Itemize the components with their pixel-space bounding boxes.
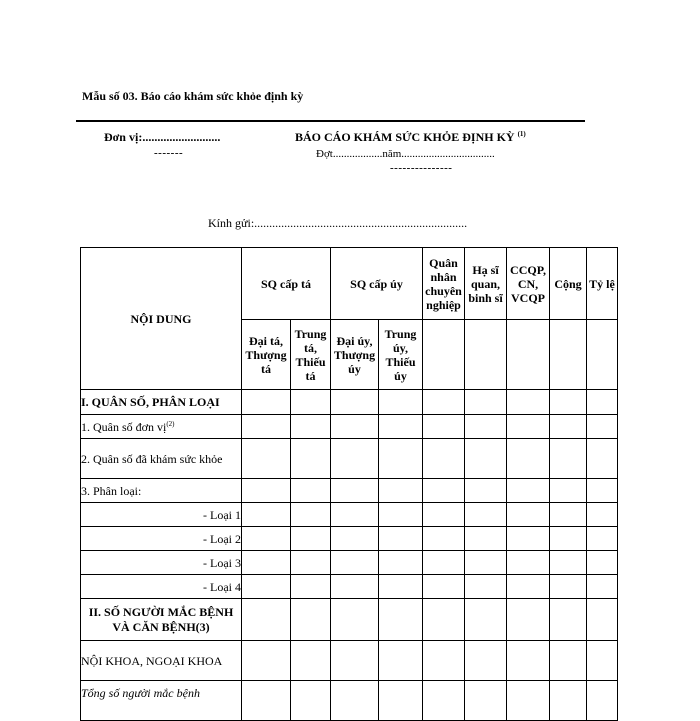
table-cell [423,527,465,551]
table-cell [242,641,291,681]
table-cell [379,575,423,599]
table-cell [423,681,465,721]
row-label-classification: 3. Phân loại: [81,479,242,503]
table-cell [507,479,550,503]
report-title-note: (1) [517,130,526,138]
row-label-examined: 2. Quân số đã khám sức khỏe [81,439,242,479]
table-cell [507,415,550,439]
table-cell [465,527,507,551]
header-content: NỘI DUNG [81,248,242,390]
table-cell [423,503,465,527]
header-divider [76,120,585,122]
table-cell [550,641,587,681]
table-cell [331,503,379,527]
table-row [81,551,618,575]
table-cell [291,681,331,721]
table-cell [587,527,618,551]
table-cell [242,527,291,551]
table-cell [550,479,587,503]
table-cell [587,575,618,599]
table-cell [291,415,331,439]
table-cell [507,439,550,479]
table-cell [550,681,587,721]
table-cell [242,551,291,575]
section-2-title: II. SỐ NGƯỜI MẮC BỆNH VÀ CĂN BỆNH(3) [81,599,242,641]
table-cell [587,641,618,681]
table-cell [291,575,331,599]
table-cell [465,641,507,681]
table-row [81,575,618,599]
table-cell [291,439,331,479]
table-cell [465,320,507,390]
table-cell [587,479,618,503]
period-line: Đợt..................năm.................................. [316,148,495,160]
table-cell [379,551,423,575]
header-sq-cap-uy: SQ cấp úy [331,248,423,320]
table-cell [507,551,550,575]
table-cell [291,390,331,415]
table-cell [550,320,587,390]
table-row [81,479,618,503]
table-cell [507,527,550,551]
header-ratio: Tỷ lệ [587,248,618,320]
header-hsqbs: Hạ sĩ quan, binh sĩ [465,248,507,320]
table-cell [379,390,423,415]
table-cell [507,681,550,721]
table-cell [587,551,618,575]
table-cell [379,439,423,479]
table-cell [550,551,587,575]
table-cell [331,551,379,575]
row-label-type-1: - Loại 1 [81,503,242,527]
table-cell [587,390,618,415]
table-cell [379,479,423,503]
table-cell [465,439,507,479]
table-cell [331,527,379,551]
table-cell [507,320,550,390]
row-label-internal-surgical: NỘI KHOA, NGOẠI KHOA [81,641,242,681]
section-1-title: I. QUÂN SỐ, PHÂN LOẠI [81,390,242,415]
form-code-title: Mẫu số 03. Báo cáo khám sức khỏe định kỳ [82,89,304,103]
table-cell [291,599,331,641]
table-cell [507,599,550,641]
table-row [81,439,618,479]
table-cell [465,415,507,439]
table-cell [550,599,587,641]
row-label-total-patients: Tổng số người mắc bệnh [81,681,242,721]
table-row [81,599,618,641]
table-cell [507,390,550,415]
table-cell [331,439,379,479]
table-cell [423,551,465,575]
table-cell [507,575,550,599]
table-cell [379,503,423,527]
header-trung-ta: Trung tá, Thiếu tá [291,320,331,390]
row-note: (2) [166,419,175,428]
table-cell [291,527,331,551]
unit-dash: ------- [154,147,184,159]
table-cell [242,415,291,439]
table-row [81,503,618,527]
table-cell [331,415,379,439]
report-table [80,247,618,721]
header-qncn: Quân nhân chuyên nghiệp [423,248,465,320]
row-label-type-2: - Loại 2 [81,527,242,551]
table-cell [291,479,331,503]
table-cell [242,599,291,641]
table-cell [242,681,291,721]
table-cell [550,527,587,551]
table-cell [291,503,331,527]
table-cell [379,527,423,551]
table-cell [423,320,465,390]
table-cell [507,503,550,527]
table-cell [423,479,465,503]
header-dai-ta: Đại tá, Thượng tá [242,320,291,390]
report-title [295,130,526,145]
table-cell [550,575,587,599]
row-label-unit-strength: 1. Quân số đơn vị [81,419,167,434]
table-cell [465,575,507,599]
table-row [81,390,618,415]
table-row [81,527,618,551]
table-cell [331,641,379,681]
table-cell [587,503,618,527]
report-title-text: BÁO CÁO KHÁM SỨC KHỎE ĐỊNH KỲ [295,130,515,144]
table-cell [465,503,507,527]
table-cell [379,415,423,439]
unit-label: Đơn vị:.......................... [104,130,221,144]
table-cell [242,503,291,527]
table-cell [423,390,465,415]
table-cell [331,599,379,641]
table-cell [423,439,465,479]
header-ccqp: CCQP, CN, VCQP [507,248,550,320]
table-cell [465,599,507,641]
table-cell [587,320,618,390]
table-cell [423,415,465,439]
header-total: Cộng [550,248,587,320]
table-cell [465,479,507,503]
table-cell [507,641,550,681]
table-cell [587,681,618,721]
table-cell [242,439,291,479]
table-cell [379,641,423,681]
table-cell [465,390,507,415]
table-row [81,681,618,721]
table-cell [291,551,331,575]
table-cell [550,439,587,479]
table-cell [331,390,379,415]
table-cell [587,415,618,439]
table-cell [550,390,587,415]
header-trung-uy: Trung úy, Thiếu úy [379,320,423,390]
header-sq-cap-ta: SQ cấp tá [242,248,331,320]
header-dai-uy: Đại úy, Thượng úy [331,320,379,390]
table-cell [550,503,587,527]
table-cell [331,575,379,599]
row-label-type-4: - Loại 4 [81,575,242,599]
table-cell [587,439,618,479]
table-cell [587,599,618,641]
table-cell [423,575,465,599]
table-row [81,415,618,439]
period-dash: --------------- [390,162,453,174]
table-cell [465,551,507,575]
table-cell [550,415,587,439]
table-cell [242,390,291,415]
addressee-line: Kính gửi:....................................................................... [208,216,468,230]
table-row [81,641,618,681]
table-cell [242,479,291,503]
table-cell [379,681,423,721]
table-cell [291,641,331,681]
table-cell [465,681,507,721]
header-row-1 [81,248,618,320]
table-cell [423,599,465,641]
table-cell [379,599,423,641]
row-label-type-3: - Loại 3 [81,551,242,575]
row-label [81,415,242,439]
table-cell [331,681,379,721]
table-cell [331,479,379,503]
table-cell [423,641,465,681]
table-cell [242,575,291,599]
